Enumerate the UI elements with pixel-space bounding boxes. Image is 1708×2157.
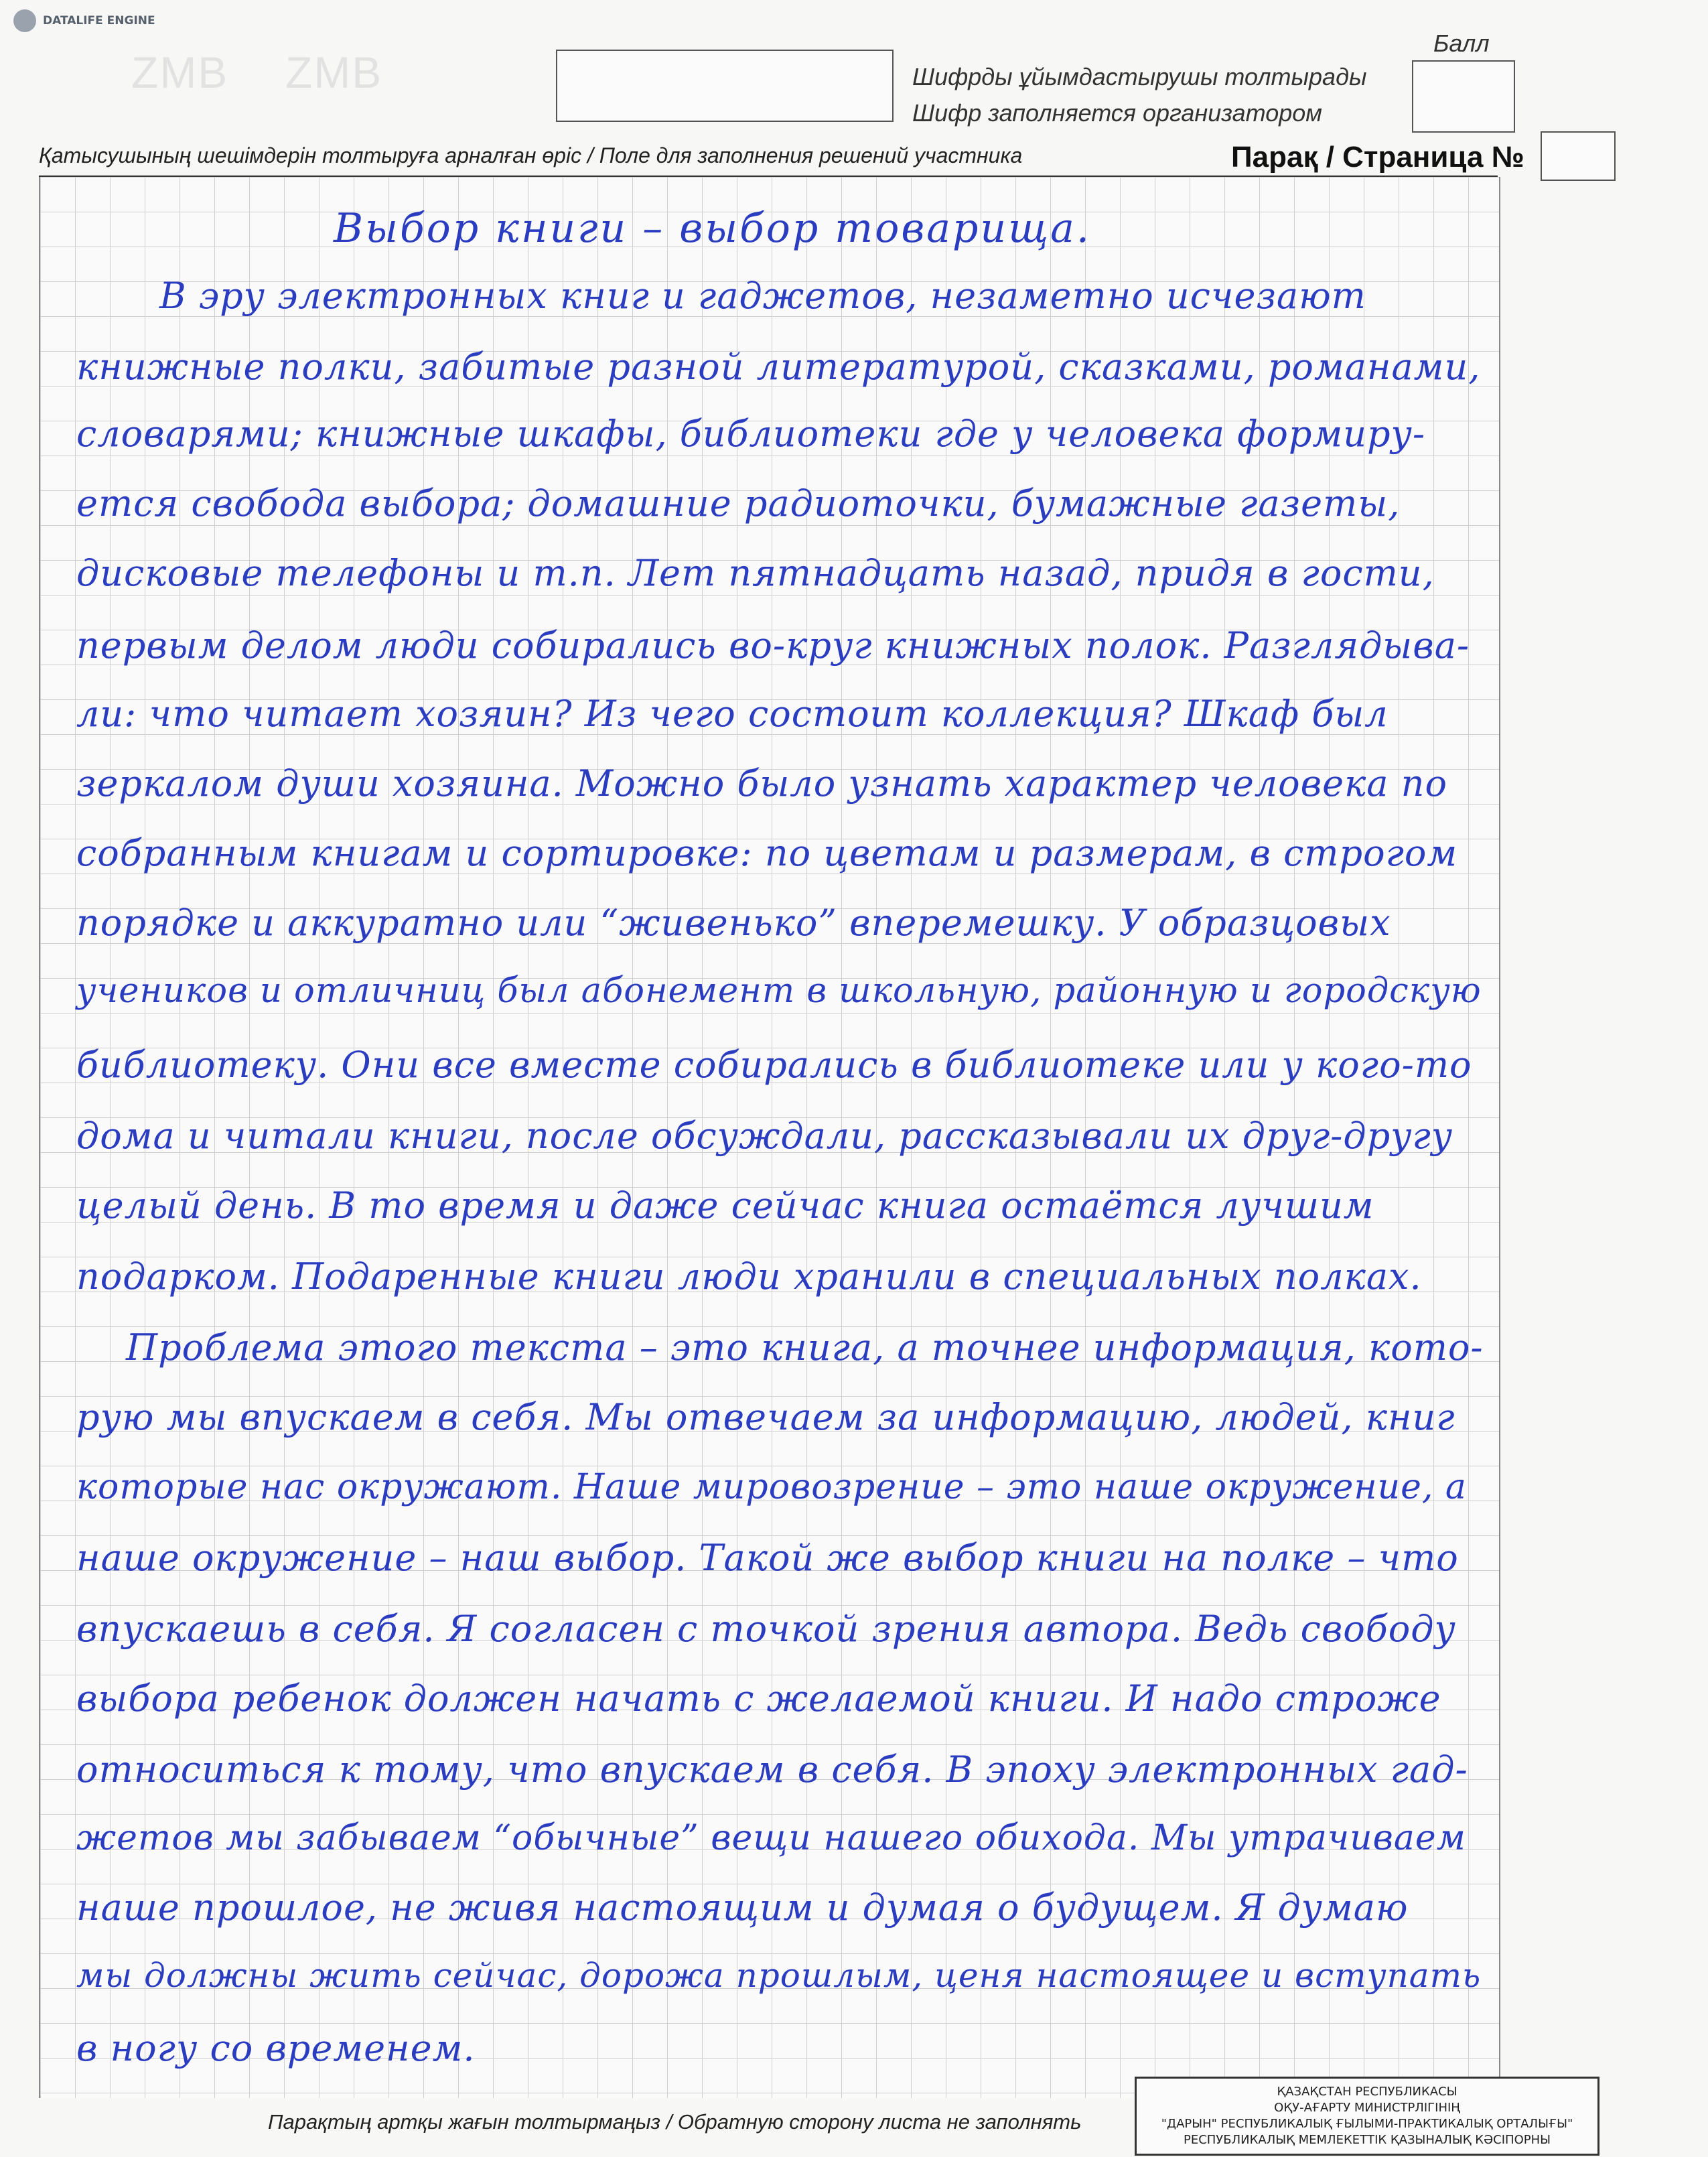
- handwritten-essay: [39, 177, 1498, 2098]
- essay-line: жетов мы забываем “обычные” вещи нашего обихода. Мы утрачиваем: [76, 1818, 1466, 1858]
- essay-line: относиться к тому, что впускаем в себя. В эпоху электронных гад-: [76, 1748, 1468, 1791]
- essay-line: первым делом люди собирались во-круг книжных полок. Разглядыва-: [76, 624, 1470, 667]
- essay-line: в ногу со временем.: [76, 2027, 476, 2069]
- ghost-code-1: ZMB: [131, 48, 229, 97]
- watermark-text: DATALIFE ENGINE: [43, 13, 155, 27]
- essay-line: собранным книгам и сортировке: по цветам и размерам, в строгом: [76, 832, 1458, 874]
- essay-line: мы должны жить сейчас, дорожа прошлым, ценя настоящее и вступать: [76, 1956, 1482, 1995]
- essay-line: выбора ребенок должен начать с желаемой книги. И надо строже: [76, 1677, 1441, 1720]
- essay-line: ется свобода выбора; домашние радиоточки, бумажные газеты,: [76, 482, 1401, 525]
- essay-line: ли: что читает хозяин? Из чего состоит коллекция? Шкаф был: [76, 693, 1389, 735]
- answer-field-title: Қатысушының шешімдерін толтыруға арналған өріс / Поле для заполнения решений участника: [39, 143, 1023, 167]
- essay-line: дома и читали книги, после обсуждали, рассказывали их друг-другу: [76, 1115, 1453, 1157]
- organizer-note-kz: Шифрды ұйымдастырушы толтырады: [912, 63, 1367, 90]
- essay-line: целый день. В то время и даже сейчас книга остаётся лучшим: [76, 1184, 1374, 1227]
- essay-line: книжные полки, забитые разной литературой, сказками, романами,: [76, 346, 1481, 388]
- essay-line: зеркалом души хозяина. Можно было узнать характер человека по: [76, 762, 1447, 805]
- footer-note: Парақтың артқы жағын толтырмаңыз / Обратную сторону листа не заполнять: [268, 2110, 1082, 2134]
- essay-line: библиотеку. Они все вместе собирались в библиотеке или у кого-то: [76, 1044, 1472, 1086]
- essay-line: наше окружение – наш выбор. Такой же выбор книги на полке – что: [76, 1537, 1459, 1579]
- cipher-field[interactable]: [556, 50, 894, 122]
- score-label: Балл: [1433, 29, 1490, 57]
- essay-title: Выбор книги – выбор товарища.: [334, 205, 1091, 252]
- essay-line: дисковые телефоны и т.п. Лет пятнадцать назад, придя в гости,: [76, 552, 1435, 594]
- watermark: [13, 9, 155, 32]
- essay-line: рую мы впускаем в себя. Мы отвечаем за информацию, людей, книг: [76, 1396, 1455, 1438]
- ghost-code-2: ZMB: [285, 48, 383, 97]
- essay-line: Проблема этого текста – это книга, а точнее информация, кото-: [126, 1326, 1484, 1369]
- stamp-line: "ДАРЫН" РЕСПУБЛИКАЛЫҚ ҒЫЛЫМИ-ПРАКТИКАЛЫҚ ОРТАЛЫҒЫ": [1161, 2117, 1573, 2131]
- essay-line: наше прошлое, не живя настоящим и думая о будущем. Я думаю: [76, 1886, 1409, 1929]
- essay-line: словарями; книжные шкафы, библиотеки где у человека формиру-: [76, 413, 1426, 455]
- page-number-field[interactable]: [1541, 131, 1616, 181]
- stamp-line: ҚАЗАҚСТАН РЕСПУБЛИКАСЫ: [1277, 2085, 1457, 2099]
- stamp-line: ОҚУ-АҒАРТУ МИНИСТРЛІГІНІҢ: [1274, 2101, 1460, 2115]
- watermark-logo-icon: [13, 9, 36, 32]
- essay-line: учеников и отличниц был абонемент в школьную, районную и городскую: [76, 971, 1482, 1011]
- essay-line: которые нас окружают. Наше мировозрение – это наше окружение, а: [76, 1467, 1467, 1507]
- stamp-line: РЕСПУБЛИКАЛЫҚ МЕМЛЕКЕТТІК ҚАЗЫНАЛЫҚ КӘСІПОРНЫ: [1183, 2133, 1551, 2147]
- organizer-note-ru: Шифр заполняется организатором: [912, 99, 1322, 127]
- essay-line: порядке и аккуратно или “живенько” вперемешку. У образцовых: [76, 902, 1391, 944]
- essay-line: подарком. Подаренные книги люди хранили в специальных полках.: [76, 1255, 1422, 1298]
- score-field[interactable]: [1412, 60, 1515, 133]
- page-number-label: Парақ / Страница №: [1231, 141, 1524, 173]
- essay-line: впускаешь в себя. Я согласен с точкой зрения автора. Ведь свободу: [76, 1608, 1456, 1650]
- ministry-stamp: [1135, 2077, 1599, 2156]
- organizer-note: [912, 59, 1366, 131]
- essay-line: В эру электронных книг и гаджетов, незаметно исчезают: [159, 275, 1366, 317]
